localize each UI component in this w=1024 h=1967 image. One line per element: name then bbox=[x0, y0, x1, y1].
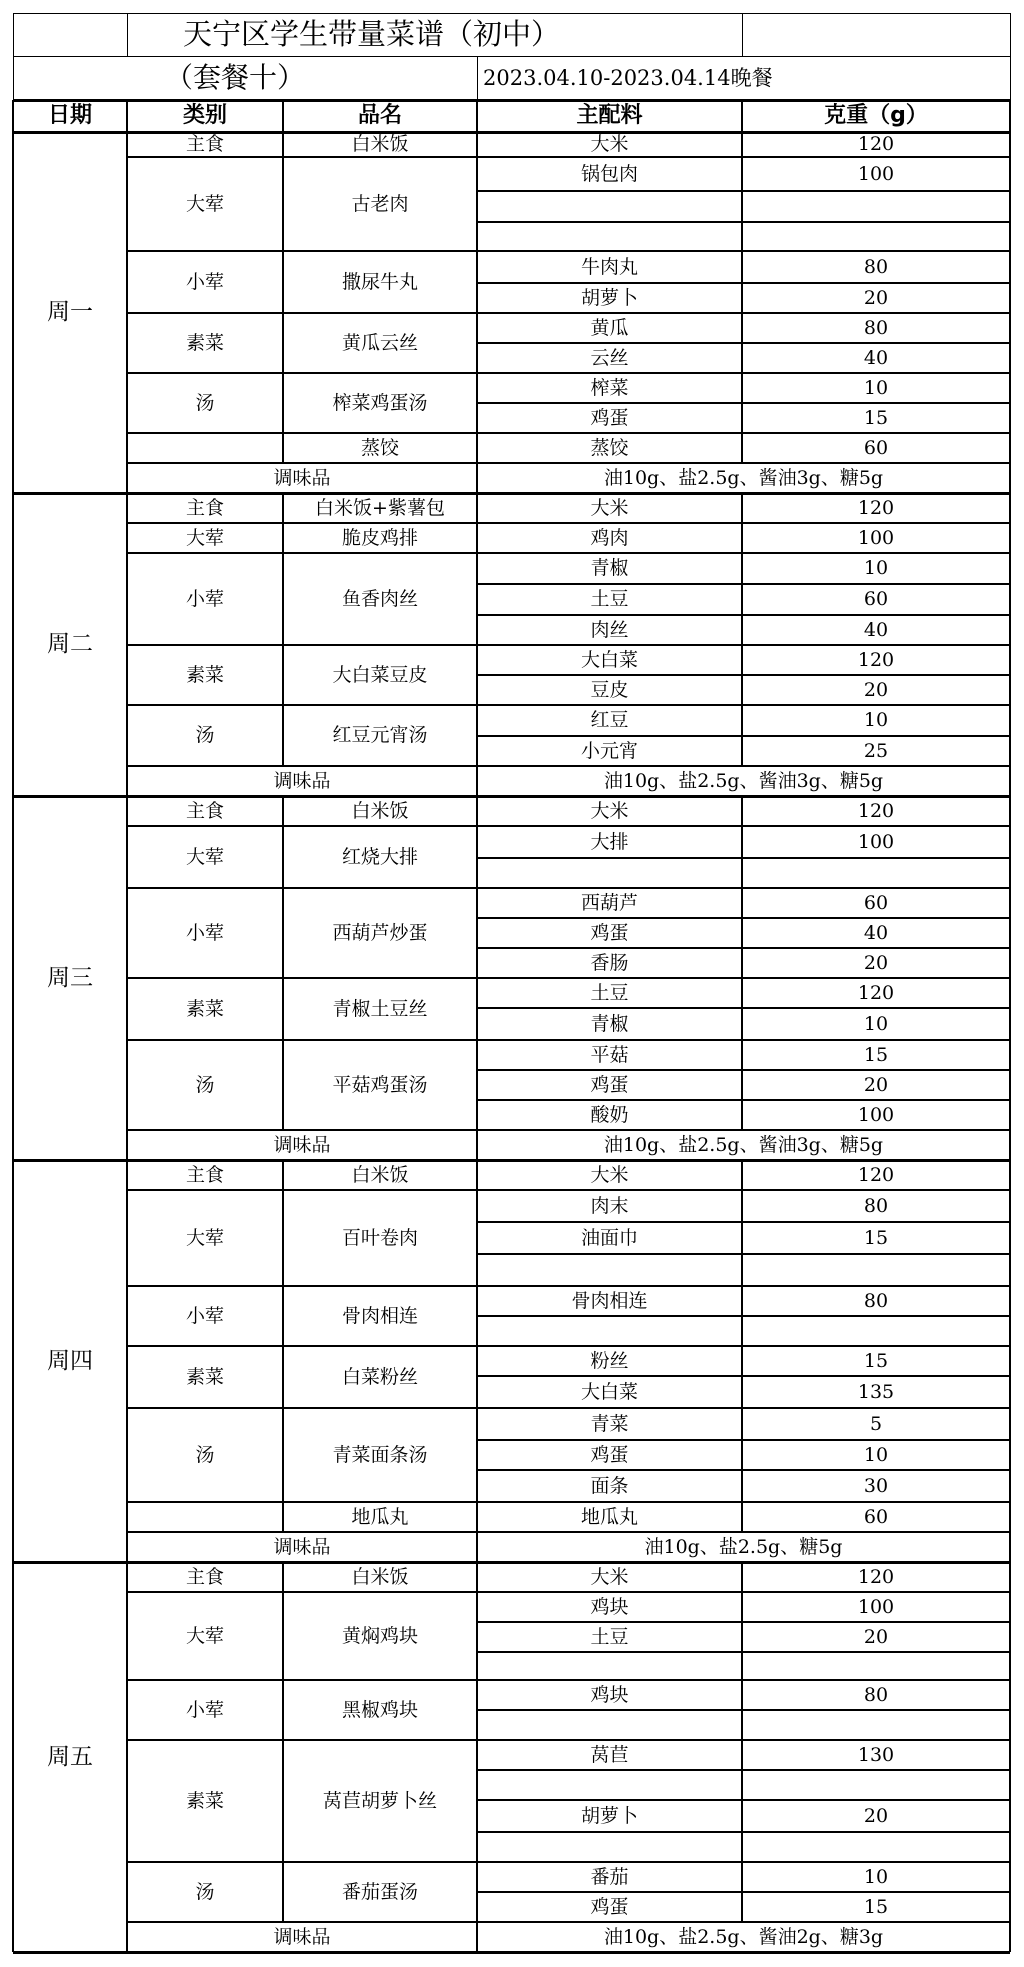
dish-name-cell: 莴苣胡萝卜丝 bbox=[322, 1789, 437, 1812]
table-gridline bbox=[477, 282, 1010, 284]
table-gridline bbox=[13, 13, 1010, 14]
ingredient-cell bbox=[477, 191, 742, 222]
day-label: 周二 bbox=[47, 631, 93, 657]
category-cell: 大荤 bbox=[185, 192, 224, 215]
ingredient-cell: 油面巾 bbox=[580, 1226, 638, 1249]
col-header-dish: 品名 bbox=[357, 103, 402, 128]
table-gridline bbox=[477, 342, 1010, 344]
table-gridline bbox=[477, 522, 1010, 524]
table-gridline bbox=[477, 372, 1010, 374]
table-gridline bbox=[477, 1501, 1010, 1503]
weight-cell: 40 bbox=[863, 346, 889, 369]
seasoning-value: 油10g、盐2.5g、糖5g bbox=[644, 1535, 843, 1558]
dish-name-cell: 白米饭+紫薯包 bbox=[315, 496, 445, 519]
category-cell: 大荤 bbox=[185, 526, 224, 549]
weight-cell: 20 bbox=[863, 678, 889, 701]
weight-cell: 100 bbox=[857, 162, 895, 185]
table-gridline bbox=[13, 56, 1010, 57]
table-gridline bbox=[477, 432, 1010, 434]
table-gridline bbox=[127, 887, 477, 889]
weight-cell: 20 bbox=[863, 951, 889, 974]
weight-cell bbox=[742, 1254, 1010, 1286]
weight-cell: 15 bbox=[863, 406, 889, 429]
category-cell: 主食 bbox=[185, 133, 224, 155]
category-cell: 主食 bbox=[185, 1565, 224, 1588]
table-gridline bbox=[477, 583, 1010, 585]
weight-cell: 135 bbox=[857, 1380, 895, 1403]
table-gridline bbox=[127, 1159, 477, 1161]
table-gridline bbox=[741, 100, 743, 132]
dish-name-cell: 西葫芦炒蛋 bbox=[332, 921, 428, 944]
dish-name-cell: 平菇鸡蛋汤 bbox=[332, 1073, 428, 1096]
table-gridline bbox=[126, 100, 128, 132]
dish-name-cell: 百叶卷肉 bbox=[341, 1226, 418, 1249]
ingredient-cell: 大米 bbox=[590, 1565, 629, 1588]
weight-cell: 100 bbox=[857, 1103, 895, 1126]
category-cell bbox=[127, 433, 283, 463]
table-gridline bbox=[282, 1562, 284, 1922]
dish-name-cell: 白米饭 bbox=[351, 799, 409, 822]
table-gridline bbox=[12, 100, 14, 132]
table-gridline bbox=[127, 1407, 477, 1409]
col-header-ingredient: 主配料 bbox=[576, 103, 643, 128]
table-gridline bbox=[13, 99, 1010, 102]
table-gridline bbox=[477, 947, 1010, 949]
table-gridline bbox=[477, 1769, 1010, 1771]
ingredient-cell: 大白菜 bbox=[580, 1380, 638, 1403]
dish-name-cell: 古老肉 bbox=[351, 192, 409, 215]
table-gridline bbox=[127, 1285, 477, 1287]
table-gridline bbox=[127, 552, 477, 554]
table-gridline bbox=[12, 493, 14, 796]
ingredient-cell: 小元宵 bbox=[580, 739, 638, 762]
category-cell: 汤 bbox=[195, 1880, 215, 1903]
table-gridline bbox=[477, 1315, 1010, 1317]
category-cell bbox=[127, 1502, 283, 1532]
seasoning-value: 油10g、盐2.5g、酱油2g、糖3g bbox=[603, 1925, 884, 1948]
ingredient-cell: 香肠 bbox=[590, 951, 629, 974]
table-gridline bbox=[477, 1407, 1010, 1409]
weight-cell: 10 bbox=[863, 709, 889, 731]
table-gridline bbox=[127, 644, 477, 646]
table-gridline bbox=[477, 704, 1010, 706]
dish-name-cell: 白米饭 bbox=[351, 1163, 409, 1186]
weight-cell: 120 bbox=[857, 1163, 895, 1186]
table-gridline bbox=[477, 1439, 1010, 1441]
table-gridline bbox=[127, 1679, 477, 1681]
table-gridline bbox=[477, 674, 1010, 676]
ingredient-cell: 青椒 bbox=[590, 1012, 629, 1035]
table-gridline bbox=[477, 1831, 1010, 1833]
table-gridline bbox=[477, 1007, 1010, 1009]
table-gridline bbox=[477, 1221, 1010, 1223]
table-gridline bbox=[127, 131, 477, 133]
seasoning-label: 调味品 bbox=[273, 1925, 331, 1948]
ingredient-cell: 鸡蛋 bbox=[590, 1073, 629, 1096]
category-cell: 小荤 bbox=[185, 270, 224, 293]
weight-cell: 120 bbox=[857, 981, 895, 1004]
weight-cell: 20 bbox=[863, 1804, 889, 1827]
menu-set-label: （套餐十） bbox=[165, 61, 306, 94]
ingredient-cell: 番茄 bbox=[590, 1865, 629, 1888]
table-gridline bbox=[127, 1861, 477, 1863]
ingredient-cell bbox=[477, 222, 742, 251]
ingredient-cell bbox=[477, 1652, 742, 1680]
weight-cell: 15 bbox=[863, 1895, 889, 1918]
table-gridline bbox=[127, 522, 477, 524]
ingredient-cell bbox=[477, 1254, 742, 1286]
weight-cell: 20 bbox=[863, 1625, 889, 1648]
table-gridline bbox=[127, 825, 477, 827]
ingredient-cell: 土豆 bbox=[590, 588, 629, 610]
table-gridline bbox=[477, 614, 1010, 616]
weight-cell: 20 bbox=[863, 1073, 889, 1096]
category-cell: 主食 bbox=[185, 799, 224, 822]
weight-cell: 80 bbox=[863, 255, 889, 278]
table-gridline bbox=[476, 100, 478, 132]
table-gridline bbox=[477, 795, 1010, 797]
table-gridline bbox=[477, 1345, 1010, 1347]
seasoning-label: 调味品 bbox=[273, 1535, 331, 1558]
weight-cell: 80 bbox=[863, 1683, 889, 1706]
ingredient-cell: 粉丝 bbox=[590, 1349, 629, 1372]
table-gridline bbox=[477, 977, 1010, 979]
weight-cell: 100 bbox=[857, 1595, 895, 1618]
ingredient-cell: 榨菜 bbox=[590, 376, 629, 399]
dish-name-cell: 骨肉相连 bbox=[341, 1304, 418, 1327]
ingredient-cell: 云丝 bbox=[590, 346, 629, 369]
weight-cell: 120 bbox=[857, 1565, 895, 1588]
col-header-category: 类别 bbox=[182, 103, 227, 128]
seasoning-label: 调味品 bbox=[273, 466, 331, 489]
table-gridline bbox=[13, 1951, 1010, 1954]
table-gridline bbox=[477, 917, 1010, 919]
weight-cell bbox=[742, 222, 1010, 251]
table-gridline bbox=[477, 312, 1010, 314]
weight-cell: 15 bbox=[863, 1043, 889, 1066]
dish-name-cell: 红豆元宵汤 bbox=[332, 724, 428, 746]
table-gridline bbox=[282, 493, 284, 766]
table-gridline bbox=[477, 1159, 1010, 1161]
category-cell: 主食 bbox=[185, 496, 224, 519]
day-label: 周五 bbox=[47, 1743, 93, 1770]
table-gridline bbox=[477, 1375, 1010, 1377]
ingredient-cell bbox=[477, 1710, 742, 1740]
ingredient-cell: 大米 bbox=[590, 1163, 629, 1186]
seasoning-value: 油10g、盐2.5g、酱油3g、糖5g bbox=[603, 769, 884, 792]
table-gridline bbox=[477, 1861, 1010, 1863]
table-gridline bbox=[127, 156, 477, 158]
ingredient-cell: 黄瓜 bbox=[590, 316, 629, 339]
weight-cell: 130 bbox=[857, 1743, 895, 1766]
table-gridline bbox=[477, 221, 1010, 223]
col-header-weight: 克重（g） bbox=[824, 103, 928, 128]
table-gridline bbox=[13, 13, 14, 100]
category-cell: 汤 bbox=[195, 391, 215, 414]
weight-cell bbox=[742, 1770, 1010, 1800]
category-cell: 小荤 bbox=[185, 921, 224, 944]
table-gridline bbox=[477, 1621, 1010, 1623]
dish-name-cell: 白米饭 bbox=[351, 1565, 409, 1588]
table-gridline bbox=[477, 131, 1010, 133]
table-gridline bbox=[12, 796, 14, 1160]
dish-name-cell: 白菜粉丝 bbox=[341, 1365, 418, 1388]
table-gridline bbox=[477, 1189, 1010, 1191]
weight-cell: 40 bbox=[863, 921, 889, 944]
weight-cell: 120 bbox=[857, 133, 895, 155]
table-gridline bbox=[127, 312, 477, 314]
table-gridline bbox=[477, 1709, 1010, 1711]
ingredient-cell: 大白菜 bbox=[580, 648, 638, 671]
table-gridline bbox=[127, 1345, 477, 1347]
ingredient-cell: 肉丝 bbox=[590, 618, 629, 641]
category-cell: 小荤 bbox=[185, 1698, 224, 1721]
ingredient-cell bbox=[477, 1316, 742, 1346]
table-gridline bbox=[282, 100, 284, 132]
table-gridline bbox=[477, 402, 1010, 404]
weight-cell: 10 bbox=[863, 1012, 889, 1035]
weight-cell: 15 bbox=[863, 1226, 889, 1249]
table-gridline bbox=[477, 735, 1010, 737]
table-gridline bbox=[477, 190, 1010, 192]
category-cell: 素菜 bbox=[185, 663, 224, 686]
ingredient-cell: 胡萝卜 bbox=[580, 286, 638, 309]
weight-cell: 10 bbox=[863, 557, 889, 579]
col-header-date: 日期 bbox=[47, 103, 92, 128]
category-cell: 大荤 bbox=[185, 845, 224, 868]
ingredient-cell: 平菇 bbox=[590, 1043, 629, 1066]
category-cell: 素菜 bbox=[185, 331, 224, 354]
ingredient-cell: 西葫芦 bbox=[580, 891, 638, 914]
dish-name-cell: 榨菜鸡蛋汤 bbox=[332, 391, 428, 414]
dish-name-cell: 番茄蛋汤 bbox=[341, 1880, 418, 1903]
category-cell: 素菜 bbox=[185, 997, 224, 1020]
table-gridline bbox=[127, 1739, 477, 1741]
table-gridline bbox=[127, 1501, 477, 1503]
ingredient-cell: 土豆 bbox=[590, 1625, 629, 1648]
ingredient-cell: 红豆 bbox=[590, 709, 629, 731]
table-gridline bbox=[477, 1739, 1010, 1741]
table-gridline bbox=[12, 1562, 14, 1952]
page-title: 天宁区学生带量菜谱（初中） bbox=[183, 17, 561, 51]
category-cell: 小荤 bbox=[185, 1304, 224, 1327]
table-gridline bbox=[477, 1651, 1010, 1653]
ingredient-cell: 大米 bbox=[590, 133, 629, 155]
ingredient-cell: 鸡块 bbox=[590, 1595, 629, 1618]
table-gridline bbox=[127, 1039, 477, 1041]
weight-cell bbox=[742, 191, 1010, 222]
ingredient-cell: 牛肉丸 bbox=[580, 255, 638, 278]
dish-name-cell: 青椒土豆丝 bbox=[332, 997, 428, 1020]
table-gridline bbox=[477, 492, 1010, 494]
dish-name-cell: 红烧大排 bbox=[341, 845, 418, 868]
table-gridline bbox=[477, 1285, 1010, 1287]
dish-name-cell: 撒尿牛丸 bbox=[341, 270, 418, 293]
table-gridline bbox=[282, 132, 284, 463]
ingredient-cell: 鸡肉 bbox=[590, 526, 629, 549]
ingredient-cell: 大排 bbox=[590, 830, 629, 853]
seasoning-label: 调味品 bbox=[273, 1133, 331, 1156]
dish-name-cell: 黑椒鸡块 bbox=[341, 1698, 418, 1721]
seasoning-value: 油10g、盐2.5g、酱油3g、糖5g bbox=[603, 466, 884, 489]
weight-cell: 120 bbox=[857, 799, 895, 822]
category-cell: 汤 bbox=[195, 724, 215, 746]
table-gridline bbox=[477, 1891, 1010, 1893]
table-gridline bbox=[477, 1591, 1010, 1593]
weight-cell: 60 bbox=[863, 1505, 889, 1528]
day-label: 周一 bbox=[47, 299, 93, 325]
weight-cell bbox=[742, 1316, 1010, 1346]
table-gridline bbox=[127, 432, 477, 434]
ingredient-cell: 地瓜丸 bbox=[580, 1505, 638, 1528]
dish-name-cell: 地瓜丸 bbox=[351, 1505, 409, 1528]
weight-cell: 25 bbox=[863, 739, 889, 762]
ingredient-cell: 酸奶 bbox=[590, 1103, 629, 1126]
category-cell: 汤 bbox=[195, 1073, 215, 1096]
table-gridline bbox=[477, 1099, 1010, 1101]
weight-cell: 60 bbox=[863, 588, 889, 610]
category-cell: 素菜 bbox=[185, 1365, 224, 1388]
weight-cell: 5 bbox=[869, 1412, 883, 1435]
ingredient-cell: 鸡蛋 bbox=[590, 1895, 629, 1918]
weight-cell: 10 bbox=[863, 376, 889, 399]
seasoning-value: 油10g、盐2.5g、酱油3g、糖5g bbox=[603, 1133, 884, 1156]
ingredient-cell: 鸡块 bbox=[590, 1683, 629, 1706]
table-gridline bbox=[477, 644, 1010, 646]
table-gridline bbox=[742, 13, 743, 56]
ingredient-cell: 青菜 bbox=[590, 1412, 629, 1435]
weight-cell: 15 bbox=[863, 1349, 889, 1372]
weight-cell: 10 bbox=[863, 1443, 889, 1466]
day-label: 周四 bbox=[47, 1347, 93, 1374]
dish-name-cell: 青菜面条汤 bbox=[332, 1443, 428, 1466]
weight-cell: 60 bbox=[863, 891, 889, 914]
weight-cell: 120 bbox=[857, 648, 895, 671]
table-gridline bbox=[477, 56, 478, 100]
table-gridline bbox=[12, 1160, 14, 1562]
ingredient-cell: 鸡蛋 bbox=[590, 406, 629, 429]
table-gridline bbox=[477, 250, 1010, 252]
weight-cell: 60 bbox=[863, 436, 889, 459]
table-gridline bbox=[127, 250, 477, 252]
weight-cell: 120 bbox=[857, 496, 895, 519]
ingredient-cell: 胡萝卜 bbox=[580, 1804, 638, 1827]
table-gridline bbox=[127, 704, 477, 706]
table-gridline bbox=[127, 492, 477, 494]
weight-cell: 40 bbox=[863, 618, 889, 641]
dish-name-cell: 鱼香肉丝 bbox=[341, 587, 418, 610]
date-range: 2023.04.10-2023.04.14晚餐 bbox=[483, 65, 773, 90]
ingredient-cell: 面条 bbox=[590, 1474, 629, 1497]
weight-cell: 100 bbox=[857, 526, 895, 549]
weight-cell bbox=[742, 1652, 1010, 1680]
dish-name-cell: 黄瓜云丝 bbox=[341, 331, 418, 354]
ingredient-cell: 豆皮 bbox=[590, 678, 629, 701]
category-cell: 大荤 bbox=[185, 1226, 224, 1249]
weight-cell bbox=[742, 1710, 1010, 1740]
weight-cell: 80 bbox=[863, 1289, 889, 1312]
weight-cell bbox=[742, 858, 1010, 888]
table-gridline bbox=[127, 977, 477, 979]
dish-name-cell: 脆皮鸡排 bbox=[341, 526, 418, 549]
table-gridline bbox=[477, 1561, 1010, 1563]
table-gridline bbox=[127, 13, 128, 56]
table-gridline bbox=[477, 1799, 1010, 1801]
ingredient-cell: 青椒 bbox=[590, 557, 629, 579]
table-gridline bbox=[477, 1039, 1010, 1041]
table-gridline bbox=[477, 857, 1010, 859]
ingredient-cell: 土豆 bbox=[590, 981, 629, 1004]
table-gridline bbox=[127, 795, 477, 797]
table-gridline bbox=[477, 156, 1010, 158]
category-cell: 小荤 bbox=[185, 587, 224, 610]
weight-cell: 30 bbox=[863, 1474, 889, 1497]
category-cell: 主食 bbox=[185, 1163, 224, 1186]
ingredient-cell: 鸡蛋 bbox=[590, 1443, 629, 1466]
ingredient-cell bbox=[477, 858, 742, 888]
table-gridline bbox=[477, 552, 1010, 554]
table-gridline bbox=[1010, 13, 1011, 100]
weight-cell: 20 bbox=[863, 286, 889, 309]
table-gridline bbox=[127, 1591, 477, 1593]
ingredient-cell bbox=[477, 1832, 742, 1862]
dish-name-cell: 白米饭 bbox=[351, 133, 409, 155]
table-gridline bbox=[127, 1561, 477, 1563]
table-gridline bbox=[477, 1069, 1010, 1071]
ingredient-cell: 锅包肉 bbox=[580, 162, 638, 185]
table-gridline bbox=[282, 1160, 284, 1532]
category-cell: 汤 bbox=[195, 1443, 215, 1466]
table-gridline bbox=[127, 372, 477, 374]
table-gridline bbox=[282, 796, 284, 1130]
weight-cell bbox=[742, 1832, 1010, 1862]
ingredient-cell: 蒸饺 bbox=[590, 436, 629, 459]
table-gridline bbox=[477, 887, 1010, 889]
ingredient-cell: 鸡蛋 bbox=[590, 921, 629, 944]
table-gridline bbox=[1009, 100, 1011, 132]
category-cell: 大荤 bbox=[185, 1624, 224, 1647]
table-gridline bbox=[477, 1679, 1010, 1681]
weight-cell: 100 bbox=[857, 830, 895, 853]
table-gridline bbox=[477, 1253, 1010, 1255]
ingredient-cell bbox=[477, 1770, 742, 1800]
seasoning-label: 调味品 bbox=[273, 769, 331, 792]
ingredient-cell: 肉末 bbox=[590, 1194, 629, 1217]
day-label: 周三 bbox=[47, 964, 93, 991]
table-gridline bbox=[477, 1469, 1010, 1471]
ingredient-cell: 骨肉相连 bbox=[571, 1289, 648, 1312]
table-gridline bbox=[127, 1189, 477, 1191]
table-gridline bbox=[12, 132, 14, 493]
dish-name-cell: 蒸饺 bbox=[360, 436, 399, 459]
ingredient-cell: 莴苣 bbox=[590, 1743, 629, 1766]
category-cell: 素菜 bbox=[185, 1789, 224, 1812]
table-gridline bbox=[477, 825, 1010, 827]
weight-cell: 80 bbox=[863, 316, 889, 339]
ingredient-cell: 大米 bbox=[590, 799, 629, 822]
dish-name-cell: 黄焖鸡块 bbox=[341, 1624, 418, 1647]
weight-cell: 10 bbox=[863, 1865, 889, 1888]
ingredient-cell: 大米 bbox=[590, 496, 629, 519]
weight-cell: 80 bbox=[863, 1194, 889, 1217]
dish-name-cell: 大白菜豆皮 bbox=[332, 663, 428, 686]
